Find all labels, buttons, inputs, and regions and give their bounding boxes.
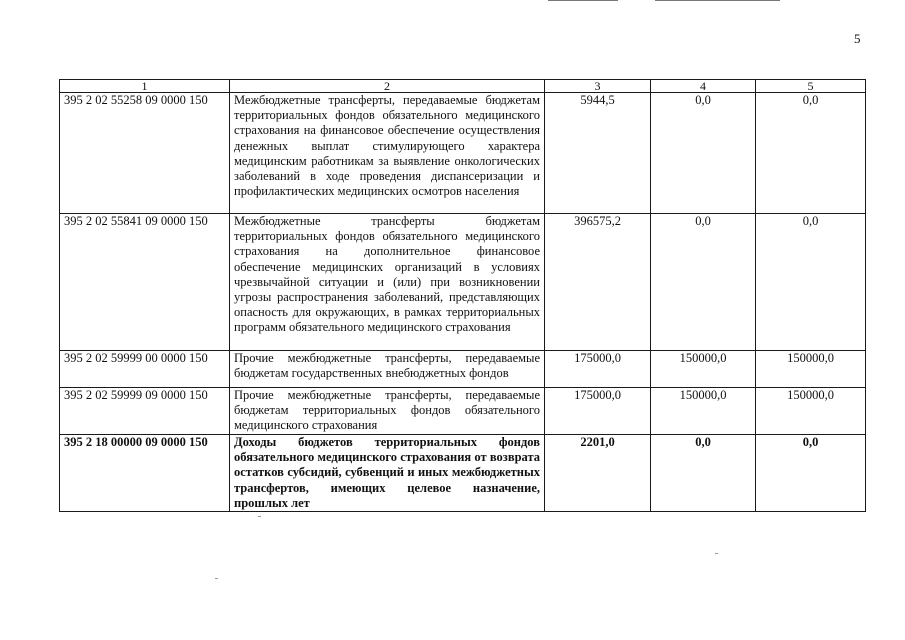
column-header-1: 1	[60, 80, 230, 93]
column-header-2: 2	[230, 80, 545, 93]
value-col4: 150000,0	[651, 351, 756, 388]
column-header-5: 5	[756, 80, 866, 93]
scan-speck	[258, 516, 261, 517]
value-col3: 396575,2	[545, 214, 651, 351]
table-row	[60, 388, 866, 435]
value-col3: 175000,0	[545, 388, 651, 435]
value-col4: 150000,0	[651, 388, 756, 435]
value-col5: 0,0	[756, 93, 866, 214]
item-description: Прочие межбюджетные трансферты, передаваемые бюджетам территориальных фондов обязательного медицинского страхования	[230, 388, 545, 435]
value-col4: 0,0	[651, 214, 756, 351]
column-header-4: 4	[651, 80, 756, 93]
item-description: Межбюджетные трансферты, передаваемые бюджетам территориальных фондов обязательного медицинского страхования на финансовое обеспечение осуществления денежных выплат стимулирующего характера медицинским работникам за выявление онкологических заболеваний в ходе проведения диспансеризации и профилактических медицинских осмотров населения	[230, 93, 545, 214]
value-col3: 5944,5	[545, 93, 651, 214]
table-row	[60, 93, 866, 214]
value-col4: 0,0	[651, 435, 756, 512]
item-description: Прочие межбюджетные трансферты, передаваемые бюджетам государственных внебюджетных фондов	[230, 351, 545, 388]
budget-code: 395 2 02 55841 09 0000 150	[60, 214, 230, 351]
top-scan-edge-left	[548, 0, 618, 1]
scan-speck	[715, 553, 718, 554]
value-col5: 150000,0	[756, 388, 866, 435]
top-scan-edge-right	[655, 0, 780, 1]
budget-code: 395 2 02 55258 09 0000 150	[60, 93, 230, 214]
table-row	[60, 351, 866, 388]
item-description: Доходы бюджетов территориальных фондов обязательного медицинского страхования от возврата остатков субсидий, субвенций и иных межбюджетных трансфертов, имеющих целевое назначение, прошлых лет	[230, 435, 545, 512]
value-col5: 0,0	[756, 214, 866, 351]
scan-speck	[215, 578, 218, 579]
budget-code: 395 2 02 59999 00 0000 150	[60, 351, 230, 388]
column-header-3: 3	[545, 80, 651, 93]
page-number: 5	[854, 31, 861, 46]
budget-table	[59, 79, 866, 512]
table-row-total	[60, 435, 866, 512]
budget-code: 395 2 02 59999 09 0000 150	[60, 388, 230, 435]
value-col5: 0,0	[756, 435, 866, 512]
value-col3: 2201,0	[545, 435, 651, 512]
table-row	[60, 214, 866, 351]
value-col3: 175000,0	[545, 351, 651, 388]
value-col4: 0,0	[651, 93, 756, 214]
budget-code: 395 2 18 00000 09 0000 150	[60, 435, 230, 512]
value-col5: 150000,0	[756, 351, 866, 388]
table-header-row	[60, 80, 866, 93]
item-description: Межбюджетные трансферты бюджетам территориальных фондов обязательного медицинского страхования на дополнительное финансовое обеспечение медицинских организаций в условиях чрезвычайной ситуации и (или) при возникновении угрозы распространения заболеваний, представляющих опасность для окружающих, в рамках территориальных программ обязательного медицинского страхования	[230, 214, 545, 351]
